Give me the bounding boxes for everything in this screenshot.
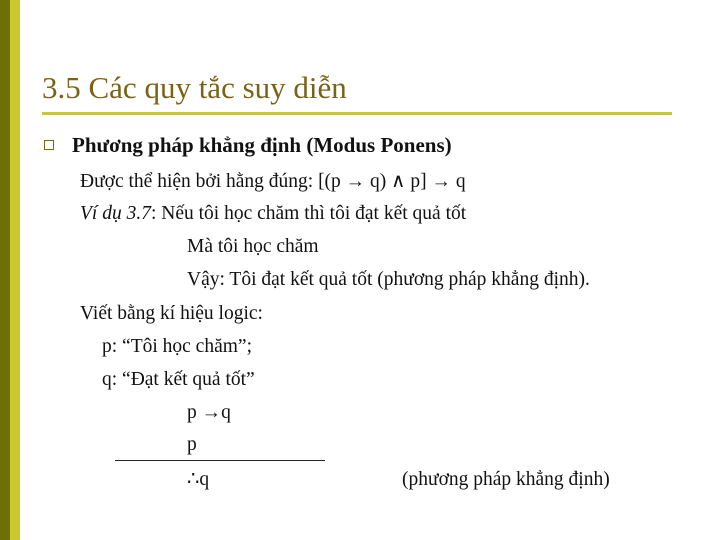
premise-line: Mà tôi học chăm <box>187 236 319 257</box>
bullet-heading: Phương pháp khẳng định (Modus Ponens) <box>72 133 452 157</box>
conclusion-line: Vậy: Tôi đạt kết quả tốt (phương pháp khẳng định). <box>187 269 590 290</box>
sidebar-accent-light <box>10 0 20 540</box>
hollow-square-bullet-icon <box>44 140 54 150</box>
inference-line <box>115 460 325 461</box>
slide-title: 3.5 Các quy tắc suy diễn <box>42 70 347 105</box>
example-text: : Nếu tôi học chăm thì tôi đạt kết quả tốt <box>150 203 467 224</box>
sidebar-accent-dark <box>0 0 10 540</box>
rule-premise-implication: p →q <box>187 402 231 423</box>
rule-premise-p: p <box>187 434 197 455</box>
example-line <box>80 204 466 224</box>
definition-q: q: “Đạt kết quả tốt” <box>102 369 255 390</box>
rule-conclusion: ∴q <box>187 469 210 490</box>
rule-name: (phương pháp khẳng định) <box>402 469 610 490</box>
definition-p: p: “Tôi học chăm”; <box>102 336 252 357</box>
example-label: Ví dụ 3.7 <box>80 203 151 224</box>
title-underline <box>42 112 672 115</box>
logic-intro-line: Viết bằng kí hiệu logic: <box>80 303 263 324</box>
statement-line: Được thể hiện bởi hằng đúng: [(p → q) ∧ p] → q <box>80 171 466 192</box>
